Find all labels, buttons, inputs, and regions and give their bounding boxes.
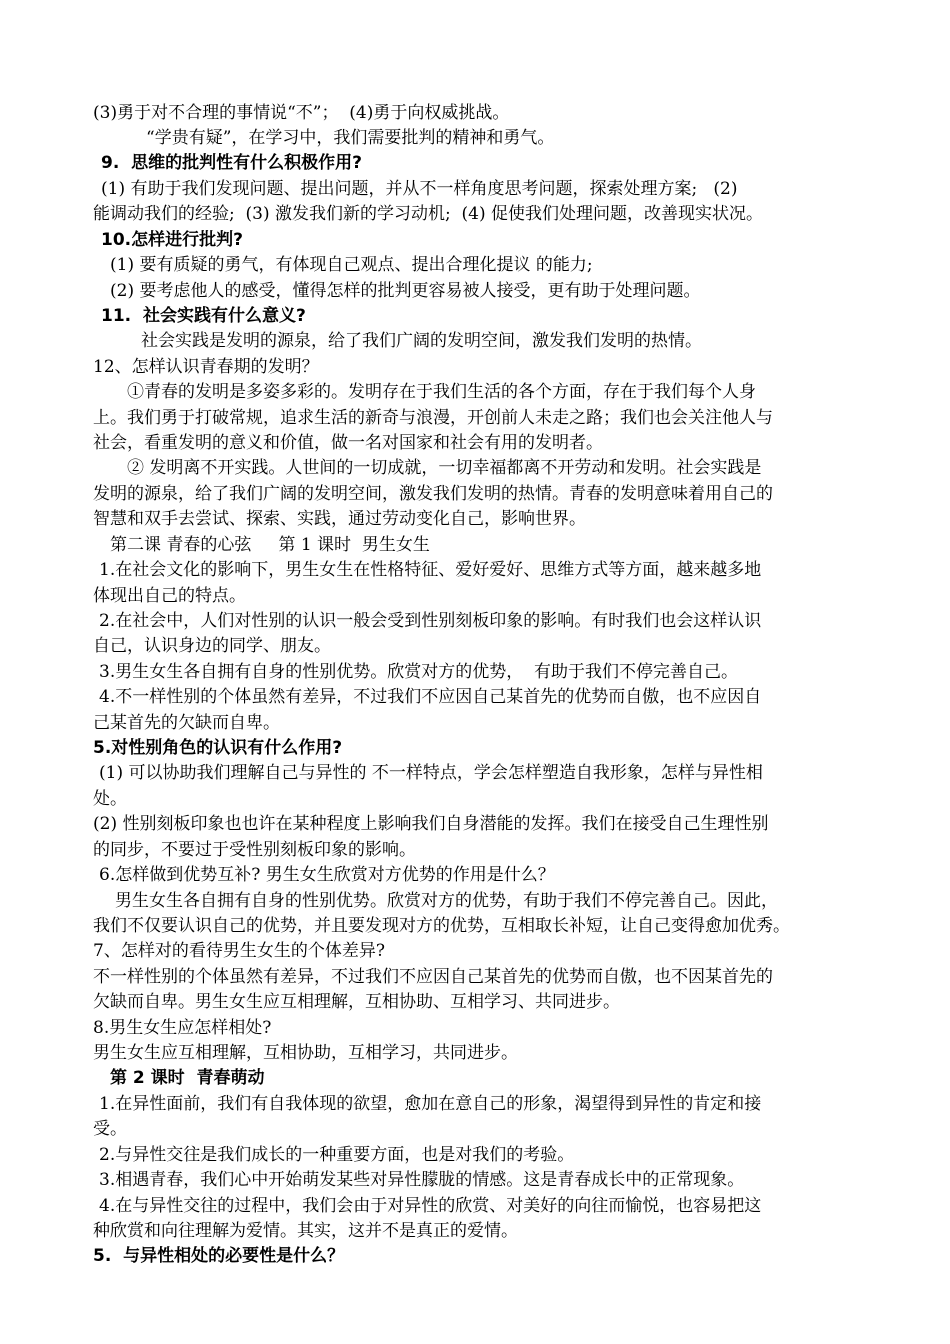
lesson-title: 第二课 青春的心弦 第 1 课时 男生女生	[110, 535, 430, 555]
section-heading: 10.怎样进行批判?	[101, 230, 243, 250]
text-line: 体现出自己的特点。	[93, 586, 246, 606]
text-line: “学贵有疑”，在学习中，我们需要批判的精神和勇气。	[146, 128, 555, 148]
text-line: 的同步，不要过于受性别刻板印象的影响。	[93, 840, 416, 860]
text-line: 3.相遇青春，我们心中开始萌发某些对异性朦胧的情感。这是青春成长中的正常现象。	[99, 1170, 745, 1190]
text-line: (1) 要有质疑的勇气，有体现自己观点、提出合理化提议 的能力;	[110, 255, 593, 275]
text-line: 12、怎样认识青春期的发明？	[93, 357, 319, 377]
text-line: 3.男生女生各自拥有自身的性别优势。欣赏对方的优势， 有助于我们不停完善自己。	[99, 662, 739, 682]
text-line: 4.在与异性交往的过程中，我们会由于对异性的欣赏、对美好的向往而愉悦，也容易把这	[99, 1196, 762, 1216]
text-line: 欠缺而自卑。男生女生应互相理解，互相协助、互相学习、共同进步。	[93, 992, 620, 1012]
text-line: 7、怎样对的看待男生女生的个体差异?	[93, 941, 385, 961]
text-line: 种欣赏和向往理解为爱情。其实，这并不是真正的爱情。	[93, 1221, 518, 1241]
text-line: 男生女生各自拥有自身的性别优势。欣赏对方的优势，有助于我们不停完善自己。因此，	[115, 891, 778, 911]
text-line: (3)勇于对不合理的事情说“不”； (4)勇于向权威挑战。	[93, 103, 510, 123]
text-line: 能调动我们的经验; (3) 激发我们新的学习动机; (4) 促使我们处理问题，改善现实状况。	[93, 204, 764, 224]
section-heading: 5. 与异性相处的必要性是什么？	[93, 1246, 345, 1266]
text-line: 社会，看重发明的意义和价值，做一名对国家和社会有用的发明者。	[93, 433, 603, 453]
text-line: 发明的源泉，给了我们广阔的发明空间，激发我们发明的热情。青春的发明意味着用自己的	[93, 484, 773, 504]
text-line: 6.怎样做到优势互补? 男生女生欣赏对方优势的作用是什么？	[99, 865, 555, 885]
text-line: 处。	[93, 789, 127, 809]
text-line: 不一样性别的个体虽然有差异，不过我们不应因自己某首先的优势而自傲，也不因某首先的	[93, 967, 773, 987]
text-line: 自己，认识身边的同学、朋友。	[93, 636, 331, 656]
text-line: ①青春的发明是多姿多彩的。发明存在于我们生活的各个方面，存在于我们每个人身	[127, 382, 756, 402]
text-line: 2.与异性交往是我们成长的一种重要方面，也是对我们的考验。	[99, 1145, 575, 1165]
text-line: 上。我们勇于打破常规，追求生活的新奇与浪漫，开创前人未走之路；我们也会关注他人与	[93, 408, 773, 428]
text-line: (1) 可以协助我们理解自己与异性的 不一样特点，学会怎样塑造自我形象，怎样与异性相	[99, 763, 763, 783]
text-line: 己某首先的欠缺而自卑。	[93, 713, 280, 733]
text-line: 2.在社会中，人们对性别的认识一般会受到性别刻板印象的影响。有时我们也会这样认识	[99, 611, 762, 631]
text-line: (2) 要考虑他人的感受，懂得怎样的批判更容易被人接受，更有助于处理问题。	[110, 281, 701, 301]
text-line: 1.在异性面前，我们有自我体现的欲望，愈加在意自己的形象，渴望得到异性的肯定和接	[99, 1094, 762, 1114]
lesson-title: 第 2 课时 青春萌动	[110, 1068, 265, 1088]
text-line: 8.男生女生应怎样相处?	[93, 1018, 272, 1038]
text-line: ② 发明离不开实践。人世间的一切成就，一切幸福都离不开劳动和发明。社会实践是	[127, 458, 762, 478]
text-line: 1.在社会文化的影响下，男生女生在性格特征、爱好爱好、思维方式等方面，越来越多地	[99, 560, 762, 580]
text-line: (2) 性别刻板印象也也许在某种程度上影响我们自身潜能的发挥。我们在接受自己生理性别	[93, 814, 769, 834]
text-line: 4.不一样性别的个体虽然有差异，不过我们不应因自己某首先的优势而自傲，也不应因自	[99, 687, 762, 707]
text-line: 智慧和双手去尝试、探索、实践，通过劳动变化自己，影响世界。	[93, 509, 586, 529]
text-line: 受。	[93, 1119, 127, 1139]
section-heading: 11. 社会实践有什么意义?	[101, 306, 306, 326]
section-heading: 9. 思维的批判性有什么积极作用?	[101, 153, 362, 173]
text-line: 社会实践是发明的源泉，给了我们广阔的发明空间，激发我们发明的热情。	[141, 331, 702, 351]
text-line: (1) 有助于我们发现问题、提出问题，并从不一样角度思考问题，探索处理方案; (2)	[101, 179, 738, 199]
section-heading: 5.对性别角色的认识有什么作用?	[93, 738, 343, 758]
text-line: 男生女生应互相理解，互相协助，互相学习，共同进步。	[93, 1043, 518, 1063]
text-line: 我们不仅要认识自己的优势，并且要发现对方的优势，互相取长补短，让自己变得愈加优秀。	[93, 916, 790, 936]
